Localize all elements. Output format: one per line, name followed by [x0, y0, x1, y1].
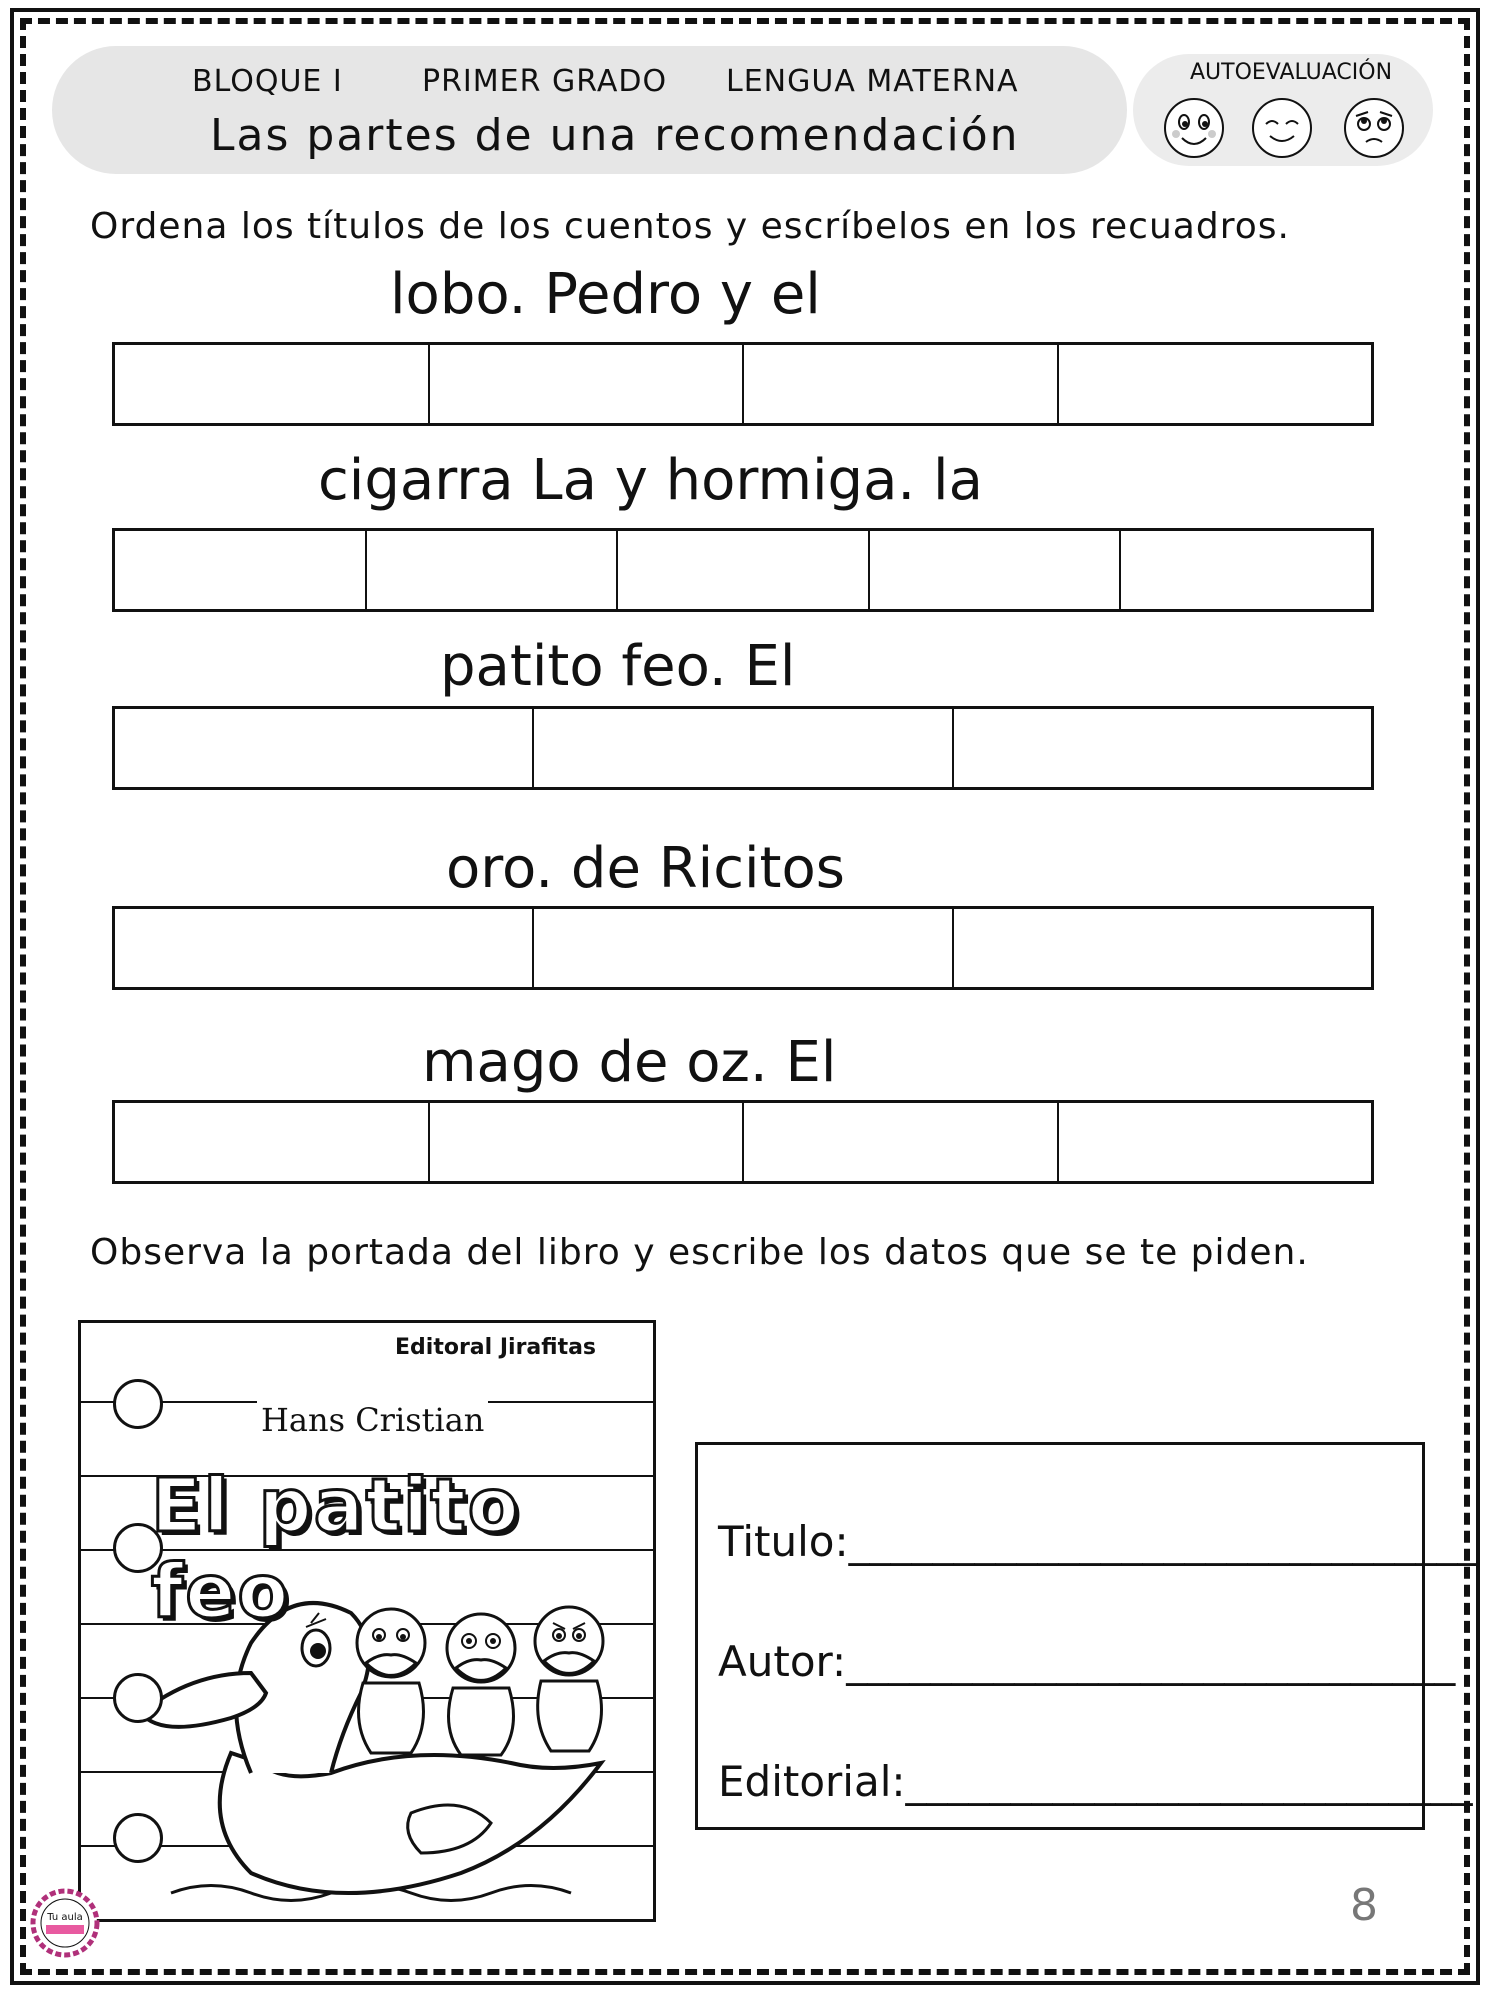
- answer-cell[interactable]: [367, 531, 619, 609]
- answer-cell[interactable]: [954, 709, 1371, 787]
- answer-cell[interactable]: [1121, 531, 1371, 609]
- scrambled-words-1: lobo. Pedro y el: [390, 262, 821, 327]
- publisher-answer-field[interactable]: Editorial:___________________________: [718, 1757, 1473, 1806]
- instruction-observe-cover: Observa la portada del libro y escribe los datos que se te piden.: [90, 1232, 1309, 1273]
- answer-cell[interactable]: [1059, 345, 1372, 423]
- cover-title: El patito feo: [151, 1463, 521, 1635]
- binder-ring: [113, 1673, 163, 1723]
- worksheet-title: Las partes de una recomendación: [210, 110, 1020, 161]
- instruction-order-titles: Ordena los títulos de los cuentos y escríbelos en los recuadros.: [90, 206, 1290, 247]
- book-data-answer-box: [695, 1442, 1479, 1830]
- scrambled-words-2: cigarra La y hormiga. la: [318, 448, 983, 513]
- answer-cell[interactable]: [870, 531, 1122, 609]
- tu-aula-logo: [30, 1888, 100, 1958]
- cover-publisher: Editoral Jirafitas: [391, 1335, 600, 1360]
- answer-cell[interactable]: [115, 531, 367, 609]
- block-label: BLOQUE I: [192, 64, 343, 99]
- author-answer-field[interactable]: Autor:_____________________________: [718, 1637, 1456, 1686]
- answer-cell[interactable]: [1059, 1103, 1372, 1181]
- binder-ring: [113, 1813, 163, 1863]
- answer-row-4[interactable]: [112, 906, 1374, 990]
- book-cover: [78, 1320, 656, 1922]
- answer-cell[interactable]: [954, 909, 1371, 987]
- content-face-icon[interactable]: [1250, 96, 1314, 160]
- answer-cell[interactable]: [115, 345, 430, 423]
- answer-row-2[interactable]: [112, 528, 1374, 612]
- answer-cell[interactable]: [744, 345, 1059, 423]
- answer-cell[interactable]: [618, 531, 870, 609]
- cover-author: Hans Cristian: [257, 1401, 488, 1439]
- answer-cell[interactable]: [115, 709, 534, 787]
- subject-label: LENGUA MATERNA: [726, 64, 1019, 99]
- grade-label: PRIMER GRADO: [422, 64, 668, 99]
- scrambled-words-4: oro. de Ricitos: [446, 836, 845, 901]
- self-evaluation-label: AUTOEVALUACIÓN: [1190, 60, 1393, 85]
- answer-cell[interactable]: [430, 345, 745, 423]
- answer-cell[interactable]: [534, 909, 953, 987]
- worried-face-icon[interactable]: [1342, 96, 1406, 160]
- logo-text: Tu aula: [47, 1912, 83, 1923]
- title-answer-field[interactable]: Titulo:______________________________: [718, 1517, 1479, 1566]
- answer-row-3[interactable]: [112, 706, 1374, 790]
- scrambled-words-5: mago de oz. El: [422, 1030, 837, 1095]
- page-number: 8: [1350, 1880, 1378, 1931]
- answer-row-5[interactable]: [112, 1100, 1374, 1184]
- scrambled-words-3: patito feo. El: [440, 634, 796, 699]
- answer-cell[interactable]: [534, 709, 953, 787]
- answer-cell[interactable]: [430, 1103, 745, 1181]
- answer-cell[interactable]: [744, 1103, 1059, 1181]
- answer-cell[interactable]: [115, 1103, 430, 1181]
- happy-face-icon[interactable]: [1162, 96, 1226, 160]
- binder-ring: [113, 1379, 163, 1429]
- answer-cell[interactable]: [115, 909, 534, 987]
- answer-row-1[interactable]: [112, 342, 1374, 426]
